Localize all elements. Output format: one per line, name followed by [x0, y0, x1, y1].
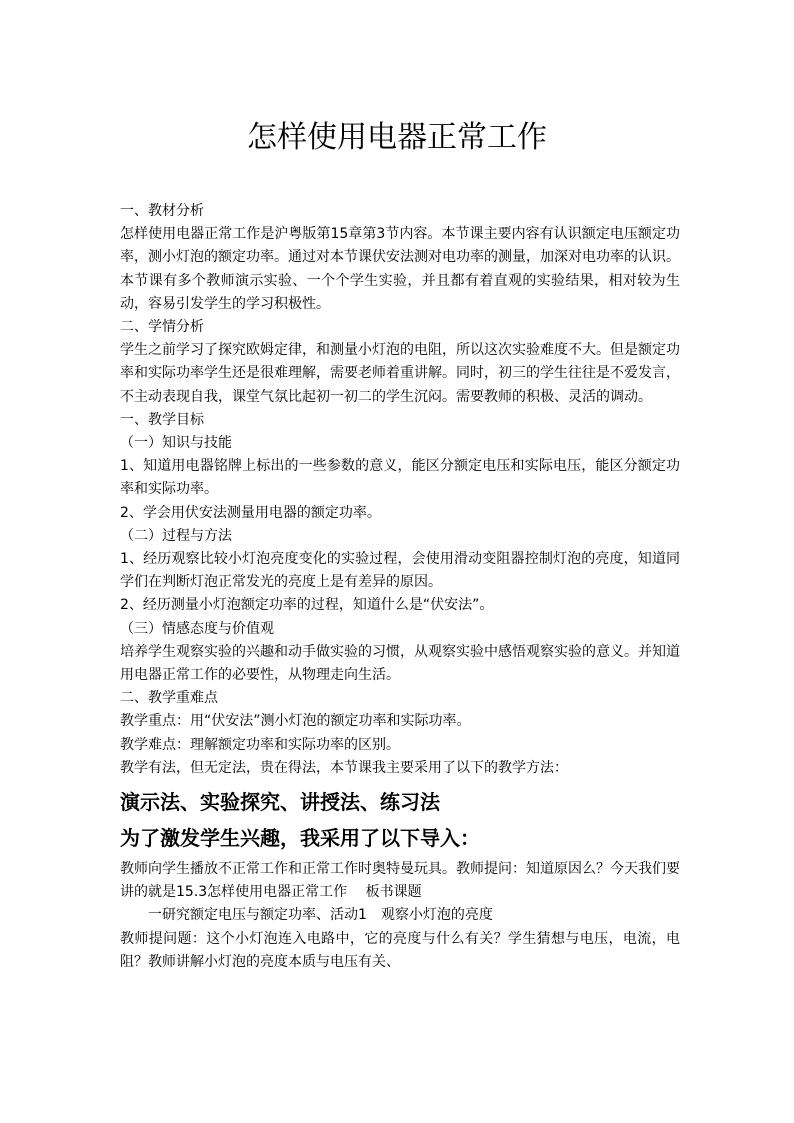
section-heading-textbook-analysis: 一、教材分析 — [120, 203, 204, 219]
section-heading-teaching-goals: 一、教学目标 — [120, 411, 204, 428]
list-item-process-1: 1、经历观察比较小灯泡亮度变化的实验过程，会使用滑动变阻器控制灯泡的亮度，知道同学们在判断灯泡正常发光的亮度上是有差异的原因。 — [120, 551, 680, 591]
section-heading-student-analysis: 二、学情分析 — [120, 319, 204, 336]
paragraph-teaching-methods-intro: 教学有法，但无定法，贵在得法，本节课我主要采用了以下的教学方法： — [120, 759, 568, 776]
subheading-attitude-values: （三）情感态度与价值观 — [120, 620, 274, 637]
subheading-knowledge-skills: （一）知识与技能 — [120, 435, 232, 452]
paragraph-key-point: 教学重点：用“伏安法”测小灯泡的额定功率和实际功率。 — [120, 713, 471, 730]
section-heading-key-difficult: 二、教学重难点 — [120, 690, 218, 707]
paragraph-student-analysis: 学生之前学习了探究欧姆定律，和测量小灯泡的电阻，所以这次实验难度不大。但是额定功率和实际功率学生还是很难理解，需要老师着重讲解。同时，初三的学生往往是不爱发言，不主动表现自我，课堂气氛比起初一初二的学生沉闷。需要教师的积极、灵活的调动。 — [120, 342, 680, 405]
paragraph-attitude-values: 培养学生观察实验的兴趣和动手做实验的习惯，从观察实验中感悟观察实验的意义。并知道用电器正常工作的必要性，从物理走向生活。 — [120, 643, 680, 684]
list-item-knowledge-2: 2、学会用伏安法测量用电器的额定功率。 — [120, 504, 381, 521]
document-title: 怎样使用电器正常工作 — [247, 120, 547, 156]
heading-lesson-intro: 为了激发学生兴趣，我采用了以下导入： — [120, 826, 480, 851]
paragraph-activity-1: 一研究额定电压与额定功率、活动1 观察小灯泡的亮度 — [148, 907, 493, 924]
document-body — [120, 200, 680, 974]
list-item-knowledge-1: 1、知道用电器铭牌上标出的一些参数的意义，能区分额定电压和实际电压，能区分额定功率和实际功率。 — [120, 458, 680, 498]
list-item-process-2: 2、经历测量小灯泡额定功率的过程，知道什么是“伏安法”。 — [120, 597, 494, 614]
paragraph-intro-activity: 教师向学生播放不正常工作和正常工作时奥特曼玩具。教师提问：知道原因么？今天我们要讲的就是15.3怎样使用电器正常工作 板书课题 — [120, 861, 680, 901]
paragraph-teacher-question: 教师提问题：这个小灯泡连入电路中，它的亮度与什么有关？学生猜想与电压，电流，电阻？教师讲解小灯泡的亮度本质与电压有关、 — [120, 930, 680, 970]
paragraph-textbook-analysis: 怎样使用电器正常工作是沪粤版第15章第3节内容。本节课主要内容有认识额定电压额定功率，测小灯泡的额定功率。通过对本节课伏安法测对电功率的测量，加深对电功率的认识。本节课有多个教师演示实验、一个个学生实验，并且都有着直观的实验结果，相对较为生动，容易引发学生的学习积极性。 — [120, 226, 680, 312]
heading-teaching-methods: 演示法、实验探究、讲授法、练习法 — [120, 790, 440, 815]
subheading-process-methods: （二）过程与方法 — [120, 527, 232, 544]
paragraph-difficult-point: 教学难点：理解额定功率和实际功率的区别。 — [120, 736, 400, 753]
